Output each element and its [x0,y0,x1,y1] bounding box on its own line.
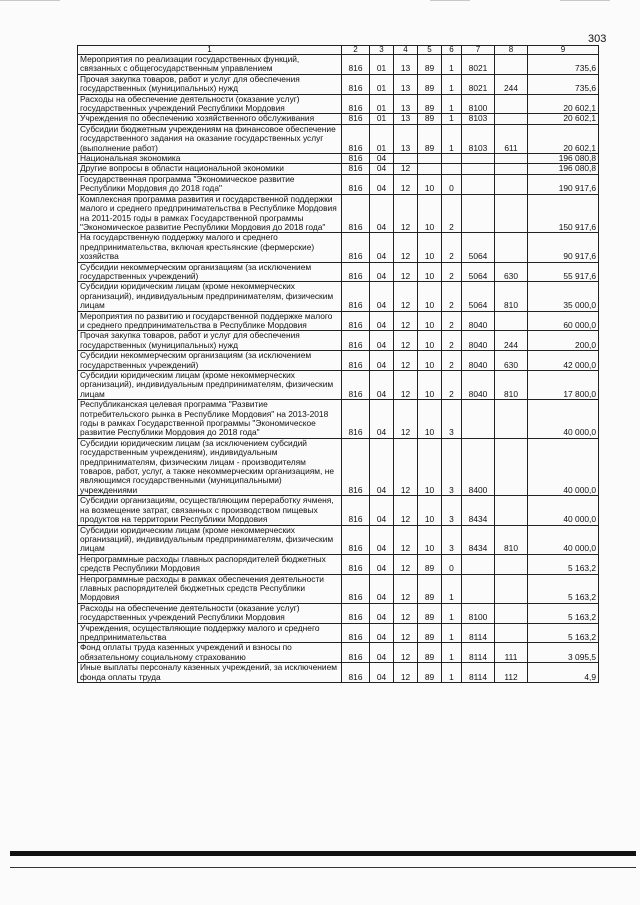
row-name-cell: Субсидии некоммерческим организациям (за исключением государственных учреждений) [78,262,342,282]
subprogram-cell: 3 [442,400,462,439]
row-name-cell: Субсидии организациям, осуществляющим переработку ячменя, на возмещение затрат, связанных с производством пищевых продуктов на территории Республики Мордовия [78,496,342,525]
gr-code-cell: 816 [342,94,370,114]
target-article-cell: 8103 [462,114,495,124]
amount-cell: 35 000,0 [528,282,599,311]
row-name-cell: Непрограммные расходы в рамках обеспечения деятельности главных распорядителей бюджетных средств Республики Мордовия [78,574,342,603]
program-cell: 89 [418,603,442,623]
expense-type-cell: 611 [495,124,528,153]
target-article-cell [462,154,495,164]
expense-type-cell: 630 [495,262,528,282]
program-cell: 10 [418,438,442,495]
column-header: 5 [418,46,442,55]
program-cell: 10 [418,371,442,400]
subsection-cell: 12 [394,351,418,371]
subprogram-cell: 1 [442,124,462,153]
footer-rule-thin [10,867,636,868]
section-cell: 04 [370,663,394,683]
amount-cell: 17 800,0 [528,371,599,400]
program-cell: 10 [418,400,442,439]
program-cell [418,154,442,164]
gr-code-cell: 816 [342,371,370,400]
expense-type-cell: 111 [495,643,528,663]
subprogram-cell: 1 [442,574,462,603]
target-article-cell: 8434 [462,525,495,554]
subsection-cell: 12 [394,438,418,495]
amount-cell: 735,6 [528,55,599,75]
expense-type-cell [495,311,528,331]
program-cell: 10 [418,351,442,371]
target-article-cell: 8103 [462,124,495,153]
row-name-cell: Иные выплаты персоналу казенных учреждений, за исключением фонда оплаты труда [78,663,342,683]
table-row [78,124,599,153]
subprogram-cell: 2 [442,351,462,371]
table-row [78,603,599,623]
subprogram-cell: 2 [442,262,462,282]
table-row [78,496,599,525]
subsection-cell: 12 [394,663,418,683]
subsection-cell [394,154,418,164]
expense-type-cell [495,194,528,233]
amount-cell: 196 080,8 [528,164,599,174]
gr-code-cell: 816 [342,233,370,262]
table-row [78,663,599,683]
row-name-cell: Учреждения, осуществляющие поддержку малого и среднего предпринимательства [78,623,342,643]
target-article-cell: 5064 [462,282,495,311]
table-row [78,74,599,94]
gr-code-cell: 816 [342,164,370,174]
target-article-cell: 8114 [462,623,495,643]
section-cell: 04 [370,233,394,262]
table-row [78,623,599,643]
gr-code-cell: 816 [342,603,370,623]
program-cell: 10 [418,311,442,331]
expense-type-cell: 810 [495,371,528,400]
amount-cell: 20 602,1 [528,114,599,124]
subsection-cell: 12 [394,623,418,643]
expense-type-cell [495,233,528,262]
gr-code-cell: 816 [342,55,370,75]
program-cell [418,164,442,174]
target-article-cell: 8100 [462,94,495,114]
target-article-cell: 8040 [462,371,495,400]
program-cell: 89 [418,574,442,603]
amount-cell: 60 000,0 [528,311,599,331]
section-cell: 04 [370,371,394,400]
gr-code-cell: 816 [342,574,370,603]
column-header: 9 [528,46,599,55]
expense-type-cell [495,154,528,164]
subsection-cell: 13 [394,55,418,75]
section-cell: 04 [370,623,394,643]
table-body [78,55,599,683]
subprogram-cell: 1 [442,114,462,124]
row-name-cell: Субсидии юридическим лицам (кроме некоммерческих организаций), индивидуальным предпринимателям, физическим лицам [78,282,342,311]
scan-edge-mark [560,0,610,1]
table-row [78,400,599,439]
section-cell: 01 [370,114,394,124]
gr-code-cell: 816 [342,554,370,574]
table-row [78,331,599,351]
row-name-cell: Субсидии юридическим лицам (кроме некоммерческих организаций), индивидуальным предпринимателям, физическим лицам [78,371,342,400]
section-cell: 04 [370,154,394,164]
table-row [78,164,599,174]
subsection-cell: 12 [394,525,418,554]
table-row [78,351,599,371]
target-article-cell [462,164,495,174]
amount-cell: 150 917,6 [528,194,599,233]
amount-cell: 40 000,0 [528,438,599,495]
row-name-cell: На государственную поддержку малого и среднего предпринимательства, включая крестьянские (фермерские) хозяйства [78,233,342,262]
row-name-cell: Мероприятия по развитию и государственной поддержке малого и среднего предпринимательства в Республике Мордовия [78,311,342,331]
expense-type-cell: 810 [495,282,528,311]
column-header: 3 [370,46,394,55]
expense-type-cell [495,55,528,75]
expense-type-cell [495,400,528,439]
subprogram-cell: 1 [442,643,462,663]
program-cell: 89 [418,124,442,153]
gr-code-cell: 816 [342,351,370,371]
gr-code-cell: 816 [342,194,370,233]
subsection-cell: 12 [394,643,418,663]
section-cell: 04 [370,438,394,495]
row-name-cell: Учреждения по обеспечению хозяйственного обслуживания [78,114,342,124]
budget-table [77,45,599,683]
page-number: 303 [588,33,607,45]
row-name-cell: Государственная программа "Экономическое развитие Республики Мордовия до 2018 года" [78,174,342,194]
row-name-cell: Прочая закупка товаров, работ и услуг для обеспечения государственных (муниципальных) нужд [78,74,342,94]
subsection-cell: 12 [394,331,418,351]
row-name-cell: Фонд оплаты труда казенных учреждений и взносы по обязательному социальному страхованию [78,643,342,663]
subprogram-cell: 2 [442,194,462,233]
expense-type-cell [495,94,528,114]
table-row [78,554,599,574]
target-article-cell [462,400,495,439]
subsection-cell: 12 [394,282,418,311]
gr-code-cell: 816 [342,154,370,164]
section-cell: 04 [370,554,394,574]
table-row [78,371,599,400]
column-header: 6 [442,46,462,55]
expense-type-cell [495,496,528,525]
table-row [78,643,599,663]
amount-cell: 5 163,2 [528,574,599,603]
table-row [78,438,599,495]
target-article-cell: 8114 [462,643,495,663]
section-cell: 01 [370,55,394,75]
amount-cell: 40 000,0 [528,496,599,525]
gr-code-cell: 816 [342,124,370,153]
section-cell: 01 [370,94,394,114]
program-cell: 10 [418,194,442,233]
expense-type-cell: 244 [495,74,528,94]
row-name-cell: Субсидии юридическим лицам (за исключением субсидий государственным учреждениям), индивидуальным предпринимателям, физическим лицам - производителям товаров, работ, услуг, а также некоммерческим организациям, не являющимся государственными (муниципальными) учреждениями [78,438,342,495]
subsection-cell: 12 [394,603,418,623]
amount-cell: 3 095,5 [528,643,599,663]
expense-type-cell [495,164,528,174]
table-row [78,233,599,262]
expense-type-cell: 630 [495,351,528,371]
amount-cell: 4,9 [528,663,599,683]
program-cell: 89 [418,94,442,114]
gr-code-cell: 816 [342,438,370,495]
amount-cell: 20 602,1 [528,94,599,114]
target-article-cell: 8434 [462,496,495,525]
program-cell: 10 [418,174,442,194]
subprogram-cell: 1 [442,74,462,94]
target-article-cell: 8400 [462,438,495,495]
row-name-cell: Национальная экономика [78,154,342,164]
subprogram-cell: 0 [442,174,462,194]
table-row [78,94,599,114]
subsection-cell: 12 [394,371,418,400]
subsection-cell: 12 [394,496,418,525]
program-cell: 10 [418,496,442,525]
gr-code-cell: 816 [342,525,370,554]
table-row [78,174,599,194]
program-cell: 89 [418,623,442,643]
program-cell: 10 [418,331,442,351]
column-header: 1 [78,46,342,55]
amount-cell: 42 000,0 [528,351,599,371]
row-name-cell: Субсидии некоммерческим организациям (за исключением государственных учреждений) [78,351,342,371]
target-article-cell: 8040 [462,311,495,331]
amount-cell: 40 000,0 [528,525,599,554]
target-article-cell [462,574,495,603]
section-cell: 04 [370,496,394,525]
subprogram-cell: 3 [442,525,462,554]
subsection-cell: 12 [394,164,418,174]
row-name-cell: Прочая закупка товаров, работ и услуг для обеспечения государственных (муниципальных) нужд [78,331,342,351]
section-cell: 04 [370,400,394,439]
subprogram-cell [442,154,462,164]
expense-type-cell: 244 [495,331,528,351]
subsection-cell: 13 [394,74,418,94]
section-cell: 04 [370,311,394,331]
program-cell: 89 [418,55,442,75]
program-cell: 89 [418,663,442,683]
row-name-cell: Расходы на обеспечение деятельности (оказание услуг) государственных учреждений Республики Мордовия [78,94,342,114]
target-article-cell: 8021 [462,55,495,75]
subsection-cell: 12 [394,174,418,194]
gr-code-cell: 816 [342,262,370,282]
target-article-cell: 8021 [462,74,495,94]
amount-cell: 90 917,6 [528,233,599,262]
gr-code-cell: 816 [342,496,370,525]
gr-code-cell: 816 [342,623,370,643]
amount-cell: 5 163,2 [528,623,599,643]
gr-code-cell: 816 [342,643,370,663]
scan-edge-mark [430,0,470,1]
section-cell: 04 [370,282,394,311]
gr-code-cell: 816 [342,282,370,311]
section-cell: 04 [370,574,394,603]
subprogram-cell: 0 [442,554,462,574]
program-cell: 89 [418,114,442,124]
table-row [78,525,599,554]
program-cell: 10 [418,262,442,282]
gr-code-cell: 816 [342,311,370,331]
table-row [78,114,599,124]
subsection-cell: 13 [394,124,418,153]
subprogram-cell [442,164,462,174]
table-row [78,311,599,331]
amount-cell: 196 080,8 [528,154,599,164]
column-header: 4 [394,46,418,55]
footer-rule [10,851,636,856]
subprogram-cell: 1 [442,55,462,75]
amount-cell: 190 917,6 [528,174,599,194]
subsection-cell: 12 [394,311,418,331]
row-name-cell: Мероприятия по реализации государственных функций, связанных с общегосударственным управлением [78,55,342,75]
target-article-cell: 5064 [462,233,495,262]
section-cell: 01 [370,74,394,94]
subsection-cell: 13 [394,94,418,114]
amount-cell: 5 163,2 [528,554,599,574]
target-article-cell: 8114 [462,663,495,683]
target-article-cell: 8040 [462,331,495,351]
subprogram-cell: 2 [442,233,462,262]
subsection-cell: 12 [394,233,418,262]
column-header: 7 [462,46,495,55]
amount-cell: 55 917,6 [528,262,599,282]
row-name-cell: Республиканская целевая программа "Развитие потребительского рынка в Республике Мордовия" на 2013-2018 годы в рамках Государственной программы "Экономическое развитие Республики Мордовия до 2018 года" [78,400,342,439]
table-row [78,262,599,282]
table-row [78,55,599,75]
row-name-cell: Комплексная программа развития и государственной поддержки малого и среднего предпринимательства в Республике Мордовия на 2011-2015 годы в рамках Государственной программы "Экономическое развитие Республики Мордовия до 2018 года" [78,194,342,233]
expense-type-cell: 112 [495,663,528,683]
target-article-cell [462,554,495,574]
subsection-cell: 12 [394,194,418,233]
subprogram-cell: 1 [442,94,462,114]
expense-type-cell [495,554,528,574]
program-cell: 10 [418,525,442,554]
expense-type-cell [495,174,528,194]
subprogram-cell: 2 [442,371,462,400]
subprogram-cell: 3 [442,438,462,495]
gr-code-cell: 816 [342,74,370,94]
amount-cell: 200,0 [528,331,599,351]
table-row [78,574,599,603]
expense-type-cell [495,574,528,603]
section-cell: 01 [370,124,394,153]
subprogram-cell: 1 [442,623,462,643]
table-row [78,154,599,164]
amount-cell: 5 163,2 [528,603,599,623]
subprogram-cell: 2 [442,331,462,351]
expense-type-cell [495,438,528,495]
gr-code-cell: 816 [342,331,370,351]
section-cell: 04 [370,194,394,233]
amount-cell: 20 602,1 [528,124,599,153]
program-cell: 10 [418,233,442,262]
target-article-cell: 8040 [462,351,495,371]
section-cell: 04 [370,525,394,554]
row-name-cell: Другие вопросы в области национальной экономики [78,164,342,174]
column-header: 2 [342,46,370,55]
program-cell: 89 [418,74,442,94]
subprogram-cell: 2 [442,311,462,331]
target-article-cell: 8100 [462,603,495,623]
section-cell: 04 [370,331,394,351]
program-cell: 89 [418,554,442,574]
expense-type-cell [495,114,528,124]
section-cell: 04 [370,643,394,663]
expense-type-cell [495,603,528,623]
subsection-cell: 12 [394,574,418,603]
gr-code-cell: 816 [342,114,370,124]
program-cell: 10 [418,282,442,311]
row-name-cell: Субсидии бюджетным учреждениям на финансовое обеспечение государственного задания на оказание государственных услуг (выполнение работ) [78,124,342,153]
section-cell: 04 [370,174,394,194]
subprogram-cell: 1 [442,603,462,623]
target-article-cell [462,194,495,233]
amount-cell: 40 000,0 [528,400,599,439]
section-cell: 04 [370,262,394,282]
gr-code-cell: 816 [342,174,370,194]
section-cell: 04 [370,164,394,174]
program-cell: 89 [418,643,442,663]
subsection-cell: 12 [394,554,418,574]
gr-code-cell: 816 [342,400,370,439]
expense-type-cell: 810 [495,525,528,554]
subsection-cell: 12 [394,400,418,439]
target-article-cell [462,174,495,194]
subsection-cell: 13 [394,114,418,124]
expense-type-cell [495,623,528,643]
column-header: 8 [495,46,528,55]
subprogram-cell: 2 [442,282,462,311]
row-name-cell: Непрограммные расходы главных распорядителей бюджетных средств Республики Мордовия [78,554,342,574]
row-name-cell: Расходы на обеспечение деятельности (оказание услуг) государственных учреждений Республики Мордовия [78,603,342,623]
subsection-cell: 12 [394,262,418,282]
row-name-cell: Субсидии юридическим лицам (кроме некоммерческих организаций), индивидуальным предпринимателям, физическим лицам [78,525,342,554]
amount-cell: 735,6 [528,74,599,94]
subprogram-cell: 1 [442,663,462,683]
subprogram-cell: 3 [442,496,462,525]
table-row [78,282,599,311]
table-row [78,194,599,233]
target-article-cell: 5064 [462,262,495,282]
gr-code-cell: 816 [342,663,370,683]
section-cell: 04 [370,603,394,623]
section-cell: 04 [370,351,394,371]
scan-edge-mark [0,0,60,1]
